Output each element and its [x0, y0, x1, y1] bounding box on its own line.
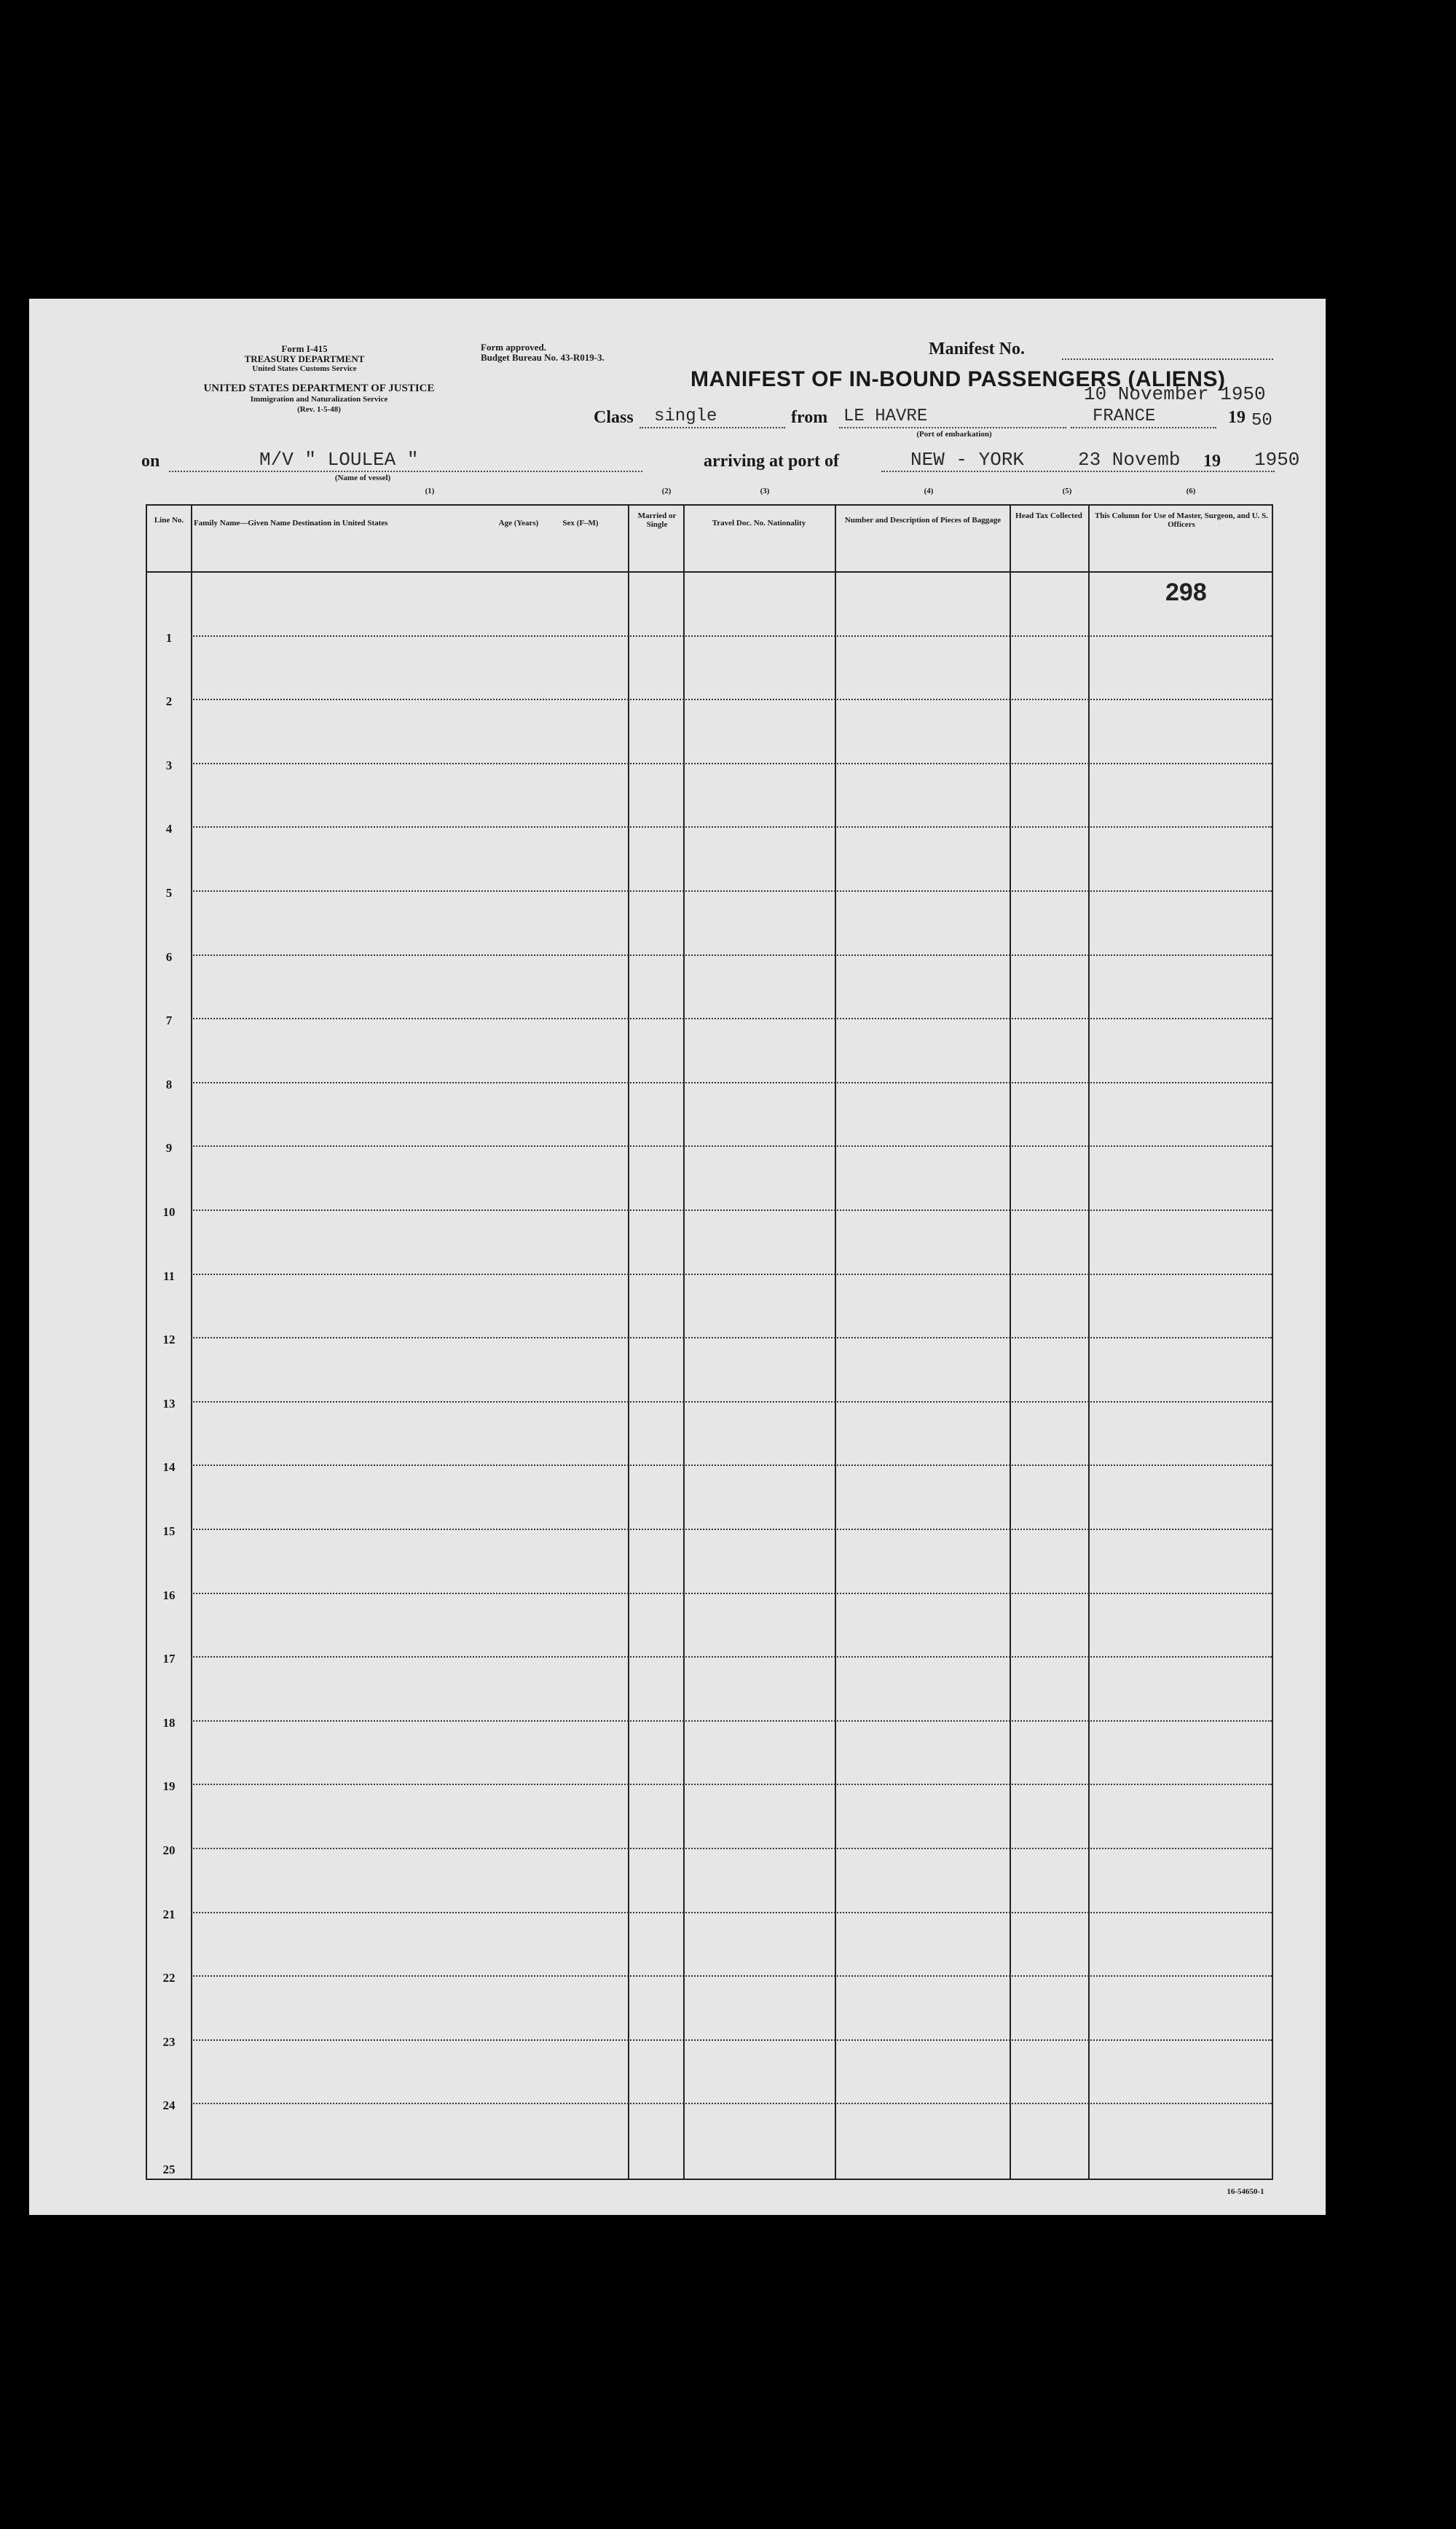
dept-treasury-sub: United States Customs Service	[252, 364, 357, 373]
vessel-field	[169, 471, 642, 472]
col-num-2: (2)	[661, 487, 672, 495]
table-row	[147, 1530, 1272, 1602]
line-number: 8	[165, 1077, 173, 1091]
country-field	[1071, 427, 1216, 428]
line-number: 24	[162, 2098, 176, 2113]
line-number: 20	[162, 1843, 176, 1857]
dept-justice: UNITED STATES DEPARTMENT OF JUSTICE	[203, 383, 435, 394]
col-num-3: (3)	[760, 487, 770, 495]
form-number: Form I-415	[281, 343, 328, 354]
line-number: 7	[165, 1013, 173, 1028]
table-row	[147, 1977, 1272, 2049]
manifest-sheet	[29, 299, 1326, 2215]
col-married: Married or Single	[637, 511, 677, 529]
table-row	[147, 2104, 1272, 2176]
line-number: 2	[165, 694, 173, 709]
table-row	[147, 828, 1272, 900]
passenger-table	[146, 504, 1273, 2180]
line-number: 6	[165, 949, 173, 964]
line-number: 16	[162, 1588, 176, 1602]
typed-date: 10 November 1950	[1084, 383, 1266, 405]
table-row	[147, 1275, 1272, 1347]
col-num-6: (6)	[1186, 487, 1196, 495]
printer-code: 16-54650-1	[1227, 2187, 1264, 2196]
table-row	[147, 1658, 1272, 1730]
class-field	[640, 427, 785, 428]
table-row	[147, 1403, 1272, 1475]
col-travel: Travel Doc. No. Nationality	[712, 519, 806, 528]
vessel-caption: (Name of vessel)	[334, 474, 391, 482]
arrival-year-prefix: 19	[1203, 452, 1221, 471]
line-number: 11	[162, 1269, 176, 1283]
table-row	[147, 956, 1272, 1028]
line-number: 25	[162, 2162, 176, 2176]
table-row	[147, 637, 1272, 709]
stamped-number: 298	[1165, 579, 1207, 606]
port-value: LE HAVRE	[843, 407, 928, 426]
line-number: 12	[162, 1333, 176, 1347]
line-number: 10	[162, 1204, 176, 1219]
table-row	[147, 2041, 1272, 2113]
form-approved: Form approved.	[481, 342, 547, 353]
table-row	[147, 1019, 1272, 1091]
dept-justice-sub: Immigration and Naturalization Service	[250, 395, 388, 404]
table-row	[147, 1338, 1272, 1411]
class-label: Class	[594, 408, 634, 427]
year-prefix: 19	[1228, 408, 1246, 427]
page-title: MANIFEST OF IN-BOUND PASSENGERS (ALIENS)	[690, 367, 1226, 391]
table-row	[147, 1913, 1272, 1985]
table-row	[147, 1722, 1272, 1794]
line-number: 23	[162, 2034, 176, 2049]
line-number: 14	[162, 1460, 176, 1475]
col-officers: This Column for Use of Master, Surgeon, and U. S. Officers	[1094, 511, 1269, 529]
col-name: Family Name—Given Name Destination in United States	[194, 519, 388, 528]
table-row	[147, 1785, 1272, 1857]
from-label: from	[791, 408, 828, 427]
table-row	[147, 700, 1272, 772]
line-number: 19	[162, 1779, 176, 1794]
table-row	[147, 1147, 1272, 1219]
port-field	[839, 427, 1066, 428]
budget-number: Budget Bureau No. 43-R019-3.	[481, 352, 605, 363]
arriving-label: arriving at port of	[704, 452, 839, 471]
manifest-no-field	[1062, 358, 1273, 360]
col-line-no: Line No.	[154, 516, 184, 525]
line-number: 9	[165, 1141, 173, 1156]
col-num-5: (5)	[1062, 487, 1072, 495]
line-number: 22	[162, 1971, 176, 1985]
table-row	[147, 1466, 1272, 1538]
country-value: FRANCE	[1093, 407, 1156, 426]
col-baggage: Number and Description of Pieces of Baggage	[844, 516, 1002, 525]
table-row	[147, 1849, 1272, 1921]
revision: (Rev. 1-5-48)	[297, 405, 341, 414]
col-sex: Sex (F–M)	[562, 519, 599, 528]
manifest-no-label: Manifest No.	[929, 340, 1025, 358]
class-value: single	[654, 407, 717, 426]
line-number: 1	[165, 630, 173, 645]
line-number: 21	[162, 1907, 176, 1921]
port-caption: (Port of embarkation)	[916, 430, 992, 439]
line-number: 13	[162, 1396, 176, 1411]
line-number: 17	[162, 1652, 176, 1666]
line-number: 4	[165, 822, 173, 836]
table-row	[147, 764, 1272, 836]
table-row	[147, 892, 1272, 964]
line-number: 15	[162, 1524, 176, 1538]
col-num-1: (1)	[425, 487, 435, 495]
year-suffix: 50	[1251, 411, 1272, 431]
line-number: 5	[165, 885, 173, 900]
dept-treasury: TREASURY DEPARTMENT	[244, 353, 365, 364]
table-row	[147, 1083, 1272, 1156]
on-label: on	[141, 452, 160, 471]
col-age: Age (Years)	[498, 519, 539, 528]
col-head-tax: Head Tax Collected	[1015, 511, 1082, 520]
line-number: 18	[162, 1715, 176, 1730]
line-number: 3	[165, 758, 173, 772]
arrival-year: 1950	[1254, 449, 1300, 471]
table-row	[147, 1211, 1272, 1283]
col-num-4: (4)	[924, 487, 934, 495]
arrival-date: 23 Novemb	[1078, 449, 1181, 471]
vessel-value: M/V " LOULEA "	[259, 449, 419, 471]
arrival-port: NEW - YORK	[910, 449, 1025, 471]
table-row	[147, 1594, 1272, 1666]
table-row	[147, 573, 1272, 645]
